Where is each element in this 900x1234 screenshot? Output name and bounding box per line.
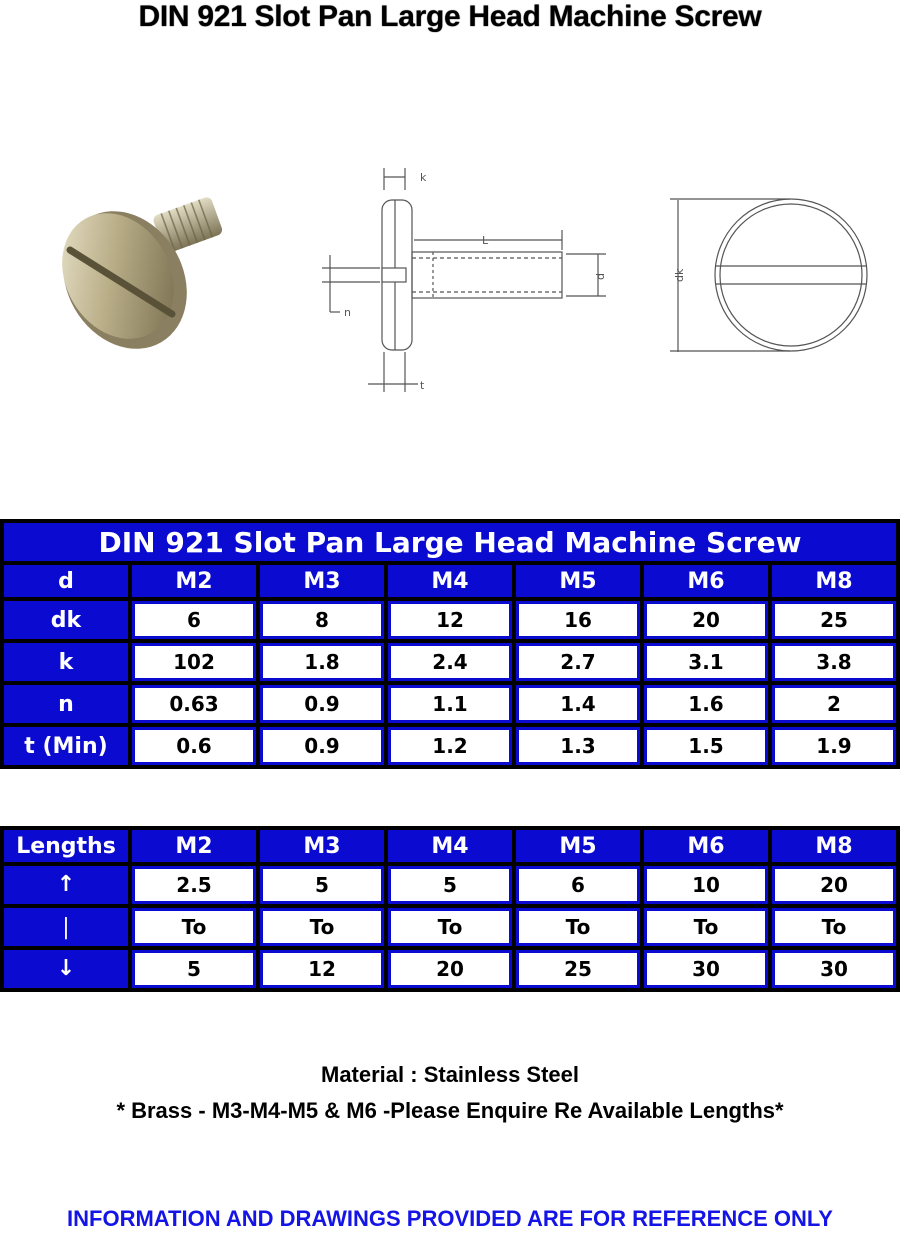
brass-note: * Brass - M3-M4-M5 & M6 -Please Enquire Re Available Lengths* bbox=[116, 1098, 784, 1123]
header-cell: Lengths bbox=[4, 830, 128, 862]
table-cell: To bbox=[388, 908, 512, 946]
screw-figures bbox=[0, 130, 900, 430]
header-cell: M8 bbox=[772, 565, 896, 597]
header-cell: M3 bbox=[260, 565, 384, 597]
label-d: d bbox=[594, 273, 607, 280]
header-cell: d bbox=[4, 565, 128, 597]
table-cell: 6 bbox=[516, 866, 640, 904]
row-label: k bbox=[4, 643, 128, 681]
material-note: Material : Stainless Steel bbox=[321, 1062, 579, 1087]
table-cell: 12 bbox=[260, 950, 384, 988]
table-cell: 3.8 bbox=[772, 643, 896, 681]
header-cell: M5 bbox=[516, 565, 640, 597]
page-title: DIN 921 Slot Pan Large Head Machine Screw bbox=[138, 0, 762, 33]
header-cell: M4 bbox=[388, 565, 512, 597]
table-cell: 25 bbox=[772, 601, 896, 639]
arrow-down-icon: ↓ bbox=[4, 950, 128, 988]
table-cell: 1.4 bbox=[516, 685, 640, 723]
table-cell: 20 bbox=[388, 950, 512, 988]
label-n: n bbox=[344, 306, 351, 319]
table-cell: 30 bbox=[644, 950, 768, 988]
table-cell: To bbox=[260, 908, 384, 946]
label-L: L bbox=[482, 234, 489, 247]
table-cell: 2.5 bbox=[132, 866, 256, 904]
table-cell: To bbox=[132, 908, 256, 946]
table-cell: 0.6 bbox=[132, 727, 256, 765]
lengths-table bbox=[0, 826, 900, 992]
table-cell: 5 bbox=[388, 866, 512, 904]
table-cell: 2.4 bbox=[388, 643, 512, 681]
table-cell: 8 bbox=[260, 601, 384, 639]
table-cell: 1.5 bbox=[644, 727, 768, 765]
disclaimer: INFORMATION AND DRAWINGS PROVIDED ARE FOR REFERENCE ONLY bbox=[67, 1206, 833, 1231]
table-cell: To bbox=[644, 908, 768, 946]
table-cell: 2.7 bbox=[516, 643, 640, 681]
table-cell: 102 bbox=[132, 643, 256, 681]
table-row bbox=[4, 601, 896, 639]
table-cell: 20 bbox=[644, 601, 768, 639]
table-cell: 0.9 bbox=[260, 727, 384, 765]
table-cell: To bbox=[772, 908, 896, 946]
table-cell: 3.1 bbox=[644, 643, 768, 681]
label-t: t bbox=[420, 379, 425, 392]
table-cell: 30 bbox=[772, 950, 896, 988]
table-cell: 1.2 bbox=[388, 727, 512, 765]
table-cell: 1.9 bbox=[772, 727, 896, 765]
spec-table bbox=[0, 519, 900, 769]
lengths-header-row bbox=[4, 830, 896, 862]
row-label: t (Min) bbox=[4, 727, 128, 765]
table-cell: 0.9 bbox=[260, 685, 384, 723]
table-cell: 2 bbox=[772, 685, 896, 723]
table-row bbox=[4, 685, 896, 723]
table-cell: 6 bbox=[132, 601, 256, 639]
header-cell: M2 bbox=[132, 565, 256, 597]
label-k: k bbox=[420, 171, 427, 184]
table-cell: 12 bbox=[388, 601, 512, 639]
table-row bbox=[4, 643, 896, 681]
header-cell: M4 bbox=[388, 830, 512, 862]
table-row bbox=[4, 727, 896, 765]
screw-top-drawing bbox=[670, 199, 867, 352]
arrow-up-icon: ↑ bbox=[4, 866, 128, 904]
spec-table-caption: DIN 921 Slot Pan Large Head Machine Screw bbox=[4, 523, 896, 561]
table-row bbox=[4, 908, 896, 946]
table-cell: 5 bbox=[260, 866, 384, 904]
header-cell: M6 bbox=[644, 830, 768, 862]
table-cell: 25 bbox=[516, 950, 640, 988]
table-cell: 1.3 bbox=[516, 727, 640, 765]
row-label: n bbox=[4, 685, 128, 723]
vertical-bar-icon: | bbox=[4, 908, 128, 946]
table-cell: 1.8 bbox=[260, 643, 384, 681]
header-cell: M2 bbox=[132, 830, 256, 862]
header-cell: M5 bbox=[516, 830, 640, 862]
header-cell: M3 bbox=[260, 830, 384, 862]
table-row bbox=[4, 866, 896, 904]
table-cell: 1.6 bbox=[644, 685, 768, 723]
screw-side-drawing bbox=[322, 168, 606, 392]
table-cell: To bbox=[516, 908, 640, 946]
table-cell: 16 bbox=[516, 601, 640, 639]
header-cell: M8 bbox=[772, 830, 896, 862]
table-cell: 5 bbox=[132, 950, 256, 988]
label-dk: dk bbox=[673, 268, 686, 282]
table-cell: 10 bbox=[644, 866, 768, 904]
table-cell: 1.1 bbox=[388, 685, 512, 723]
table-cell: 0.63 bbox=[132, 685, 256, 723]
table-row bbox=[4, 950, 896, 988]
header-cell: M6 bbox=[644, 565, 768, 597]
row-label: dk bbox=[4, 601, 128, 639]
table-cell: 20 bbox=[772, 866, 896, 904]
screw-photo bbox=[39, 189, 224, 372]
spec-header-row bbox=[4, 565, 896, 597]
